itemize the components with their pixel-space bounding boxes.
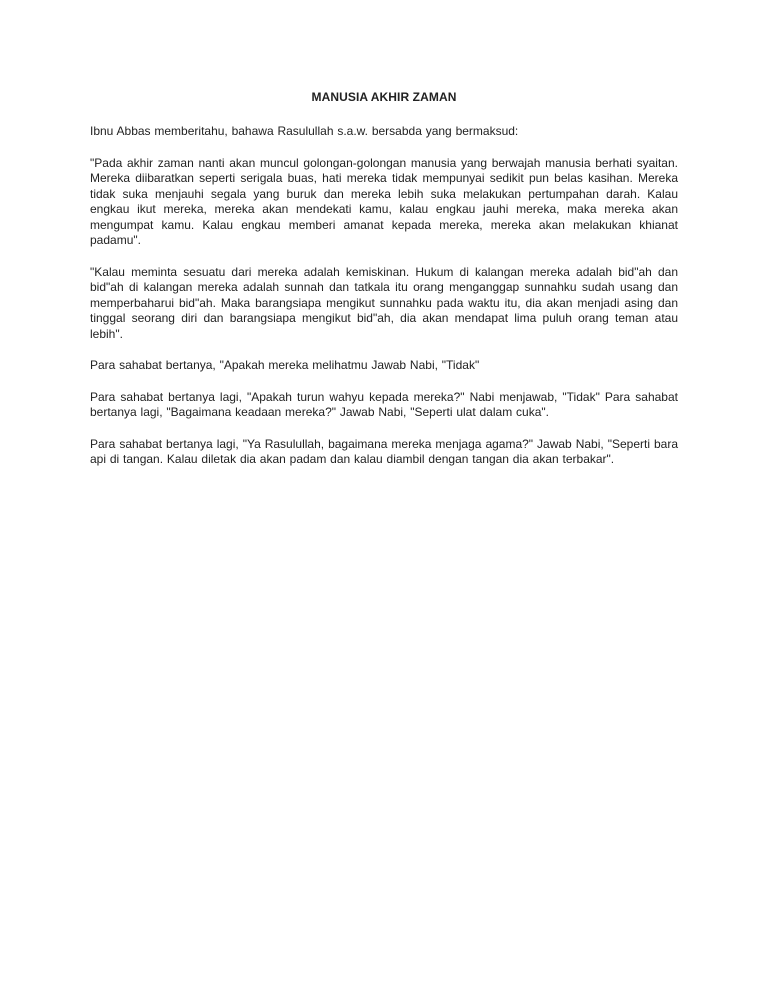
intro-paragraph: Ibnu Abbas memberitahu, bahawa Rasulullah s.a.w. bersabda yang bermaksud: [90,124,519,138]
body-paragraph-4: Para sahabat bertanya lagi, "Apakah turun wahyu kepada mereka?" Nabi menjawab, "Tidak" Para sahabat bertanya lagi, "Bagaimana keadaan mereka?" Jawab Nabi, "Seperti ulat dalam cuka". [90,389,678,419]
body-paragraph-2: "Kalau meminta sesuatu dari mereka adalah kemiskinan. Hukum di kalangan mereka adalah bid"ah dan bid"ah di kalangan mereka adalah sunnah dan tatkala itu orang menganggap sunnahku sudah usang dan memperbaharui bid"ah. Maka barangsiapa mengikut sunnahku pada waktu itu, dia akan menjadi asing dan tinggal seorang diri dan barangsiapa mengikut bid"ah, dia akan mendapat lima puluh orang teman atau lebih". [90,264,678,341]
body-paragraph-5: Para sahabat bertanya lagi, "Ya Rasulullah, bagaimana mereka menjaga agama?" Jawab Nabi, "Seperti bara api di tangan. Kalau diletak dia akan padam dan kalau diambil dengan tangan dia akan terbakar". [90,436,678,466]
document-title: MANUSIA AKHIR ZAMAN [311,90,457,104]
body-paragraph-3: Para sahabat bertanya, "Apakah mereka melihatmu Jawab Nabi, "Tidak" [90,358,480,372]
document-page [90,90,678,484]
body-paragraph-1: "Pada akhir zaman nanti akan muncul golongan-golongan manusia yang berwajah manusia berhati syaitan. Mereka diibaratkan seperti serigala buas, hati mereka tidak mempunyai sedikit pun belas kasihan. Mereka tidak suka menjauhi segala yang buruk dan mereka lebih suka melakukan pertumpahan darah. Kalau engkau ikut mereka, mereka akan mendekati kamu, kalau engkau jauhi mereka, maka mereka akan mengumpat kamu. Kalau engkau memberi amanat kepada mereka, mereka akan melakukan khianat padamu". [90,155,678,247]
